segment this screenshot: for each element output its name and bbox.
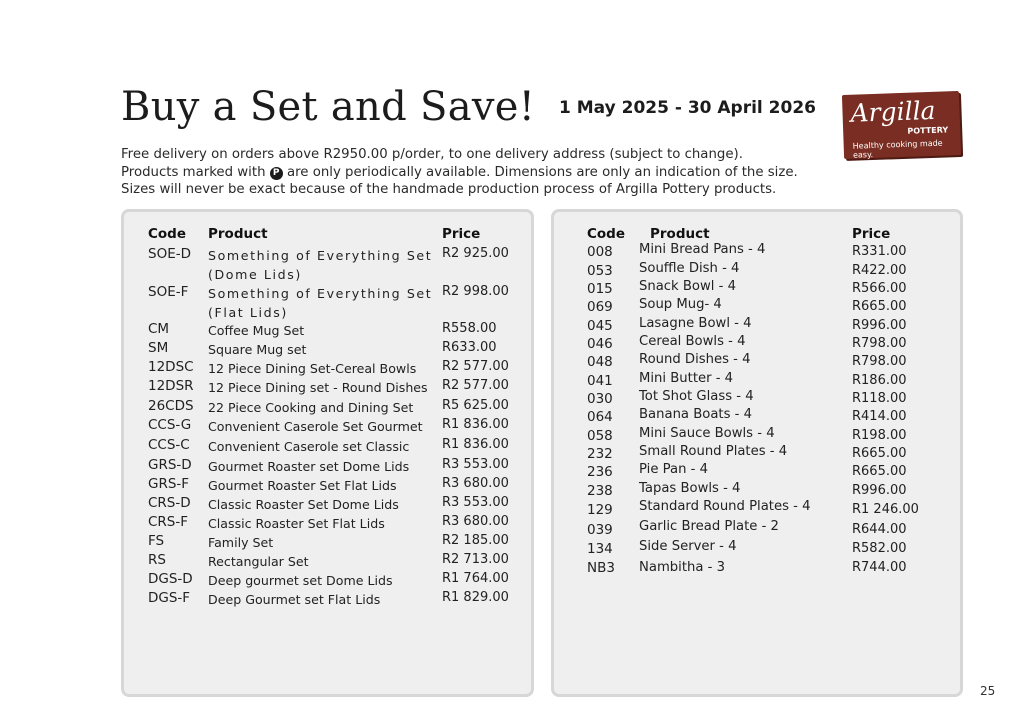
row-code: 046 [587, 336, 613, 352]
row-product: Nambitha - 3 [639, 560, 725, 575]
row-price: R2 713.00 [442, 552, 509, 567]
row-price: R798.00 [852, 336, 907, 351]
row-price: R2 925.00 [442, 246, 509, 261]
row-price: R3 680.00 [442, 476, 509, 491]
row-product: Mini Bread Pans - 4 [639, 242, 766, 257]
row-code: SOE-F [148, 284, 189, 300]
row-price: R3 680.00 [442, 514, 509, 529]
row-code: 015 [587, 281, 613, 297]
row-code: 12DSR [148, 378, 194, 394]
row-product: Classic Roaster Set Flat Lids [208, 516, 385, 531]
intro-line-2-end: are only periodically available. Dimensions are only an indication of the size. [286, 164, 798, 180]
row-product: Banana Boats - 4 [639, 407, 752, 422]
row-product: Deep Gourmet set Flat Lids [208, 592, 381, 607]
row-price: R744.00 [852, 560, 907, 575]
row-product: Pie Pan - 4 [639, 462, 708, 477]
row-product: Lasagne Bowl - 4 [639, 316, 752, 331]
row-product: Gourmet Roaster set Dome Lids [208, 459, 410, 474]
row-product: Classic Roaster Set Dome Lids [208, 497, 399, 512]
row-price: R1 829.00 [442, 590, 509, 605]
row-product: 12 Piece Dining Set-Cereal Bowls [208, 361, 417, 376]
row-price: R2 577.00 [442, 378, 509, 393]
row-code: 129 [587, 502, 613, 518]
row-price: R996.00 [852, 483, 907, 498]
row-code: 041 [587, 373, 613, 389]
row-price: R798.00 [852, 354, 907, 369]
individual-items-price-table [551, 209, 963, 697]
row-code: 236 [587, 464, 613, 480]
row-product: Standard Round Plates - 4 [639, 499, 811, 514]
row-price: R3 553.00 [442, 495, 509, 510]
row-product: Side Server - 4 [639, 539, 737, 554]
row-price: R186.00 [852, 373, 907, 388]
row-product: 22 Piece Cooking and Dining Set [208, 400, 414, 415]
row-price: R1 246.00 [852, 502, 919, 517]
row-product: Deep gourmet set Dome Lids [208, 573, 393, 588]
row-code: 064 [587, 409, 613, 425]
row-product: Coffee Mug Set [208, 323, 305, 338]
row-price: R633.00 [442, 340, 497, 355]
row-code: NB3 [587, 560, 615, 576]
row-code: 238 [587, 483, 613, 499]
row-code: 039 [587, 522, 613, 538]
row-code: 058 [587, 428, 613, 444]
row-price: R566.00 [852, 281, 907, 296]
row-code: 069 [587, 299, 613, 315]
row-price: R644.00 [852, 522, 907, 537]
row-code: 008 [587, 244, 613, 260]
column-header-price: Price [852, 226, 891, 242]
intro-text [121, 146, 798, 199]
row-price: R118.00 [852, 391, 907, 406]
row-code: GRS-D [148, 457, 192, 473]
row-code: 232 [587, 446, 613, 462]
column-header-code: Code [148, 226, 187, 242]
row-code: RS [148, 552, 166, 568]
row-price: R996.00 [852, 318, 907, 333]
column-header-price: Price [442, 226, 481, 242]
row-price: R414.00 [852, 409, 907, 424]
row-price: R422.00 [852, 263, 907, 278]
row-code: CRS-F [148, 514, 189, 530]
page-title: Buy a Set and Save! [121, 84, 536, 130]
row-code: 053 [587, 263, 613, 279]
row-code: DGS-F [148, 590, 191, 606]
row-code: DGS-D [148, 571, 193, 587]
promotion-dates: 1 May 2025 - 30 April 2026 [559, 98, 816, 118]
intro-line-3: Sizes will never be exact because of the handmade production process of Argilla Pottery products. [121, 182, 777, 198]
row-product: Souffle Dish - 4 [639, 261, 740, 276]
row-code: 030 [587, 391, 613, 407]
row-price: R1 836.00 [442, 417, 509, 432]
row-price: R1 836.00 [442, 437, 509, 452]
row-code: 26CDS [148, 398, 194, 414]
column-header-product: Product [208, 226, 268, 242]
row-product: Garlic Bread Plate - 2 [639, 519, 779, 534]
row-product: Tot Shot Glass - 4 [639, 389, 754, 404]
row-code: CCS-G [148, 417, 192, 433]
row-product: Square Mug set [208, 342, 307, 357]
row-code: 048 [587, 354, 613, 370]
row-price: R198.00 [852, 428, 907, 443]
logo-tagline: Healthy cooking made easy. [852, 138, 943, 160]
logo-brand: Argilla [850, 95, 936, 128]
row-price: R665.00 [852, 299, 907, 314]
page-number: 25 [980, 684, 996, 698]
argilla-logo [842, 91, 961, 159]
row-product: Mini Sauce Bowls - 4 [639, 426, 775, 441]
row-code: CM [148, 321, 170, 337]
logo-sub: POTTERY [907, 125, 949, 136]
row-product: Cereal Bowls - 4 [639, 334, 746, 349]
row-price: R2 185.00 [442, 533, 509, 548]
sets-price-table [121, 209, 534, 697]
row-price: R665.00 [852, 446, 907, 461]
row-code: 045 [587, 318, 613, 334]
row-product: Family Set [208, 535, 274, 550]
row-price: R665.00 [852, 464, 907, 479]
row-price: R582.00 [852, 541, 907, 556]
row-price: R2 998.00 [442, 284, 509, 299]
row-product: Rectangular Set [208, 554, 309, 569]
row-product: 12 Piece Dining set - Round Dishes [208, 380, 428, 395]
row-code: SM [148, 340, 169, 356]
row-product: Soup Mug- 4 [639, 297, 722, 312]
row-code: 134 [587, 541, 613, 557]
row-product: Something of Everything Set (Dome Lids) [208, 248, 433, 282]
row-product: Convenient Caserole Set Gourmet [208, 419, 423, 434]
row-product: Something of Everything Set (Flat Lids) [208, 286, 433, 320]
row-code: FS [148, 533, 165, 549]
row-price: R558.00 [442, 321, 497, 336]
row-code: SOE-D [148, 246, 191, 262]
row-price: R3 553.00 [442, 457, 509, 472]
row-product: Round Dishes - 4 [639, 352, 751, 367]
row-product: Convenient Caserole set Classic [208, 439, 410, 454]
row-product: Mini Butter - 4 [639, 371, 734, 386]
row-product: Tapas Bowls - 4 [639, 481, 741, 496]
intro-line-2-start: Products marked with [121, 164, 266, 180]
row-code: 12DSC [148, 359, 194, 375]
row-product: Snack Bowl - 4 [639, 279, 736, 294]
periodic-badge-icon: P [270, 167, 283, 180]
row-code: CCS-C [148, 437, 190, 453]
intro-line-1: Free delivery on orders above R2950.00 p/order, to one delivery address (subject to change). [121, 147, 743, 162]
row-price: R2 577.00 [442, 359, 509, 374]
row-product: Small Round Plates - 4 [639, 444, 788, 459]
row-price: R331.00 [852, 244, 907, 259]
column-header-code: Code [587, 226, 626, 242]
row-product: Gourmet Roaster Set Flat Lids [208, 478, 397, 493]
row-code: CRS-D [148, 495, 191, 511]
row-price: R5 625.00 [442, 398, 509, 413]
column-header-product: Product [650, 226, 710, 242]
intro-line-2 [121, 164, 798, 182]
row-price: R1 764.00 [442, 571, 509, 586]
row-code: GRS-F [148, 476, 190, 492]
